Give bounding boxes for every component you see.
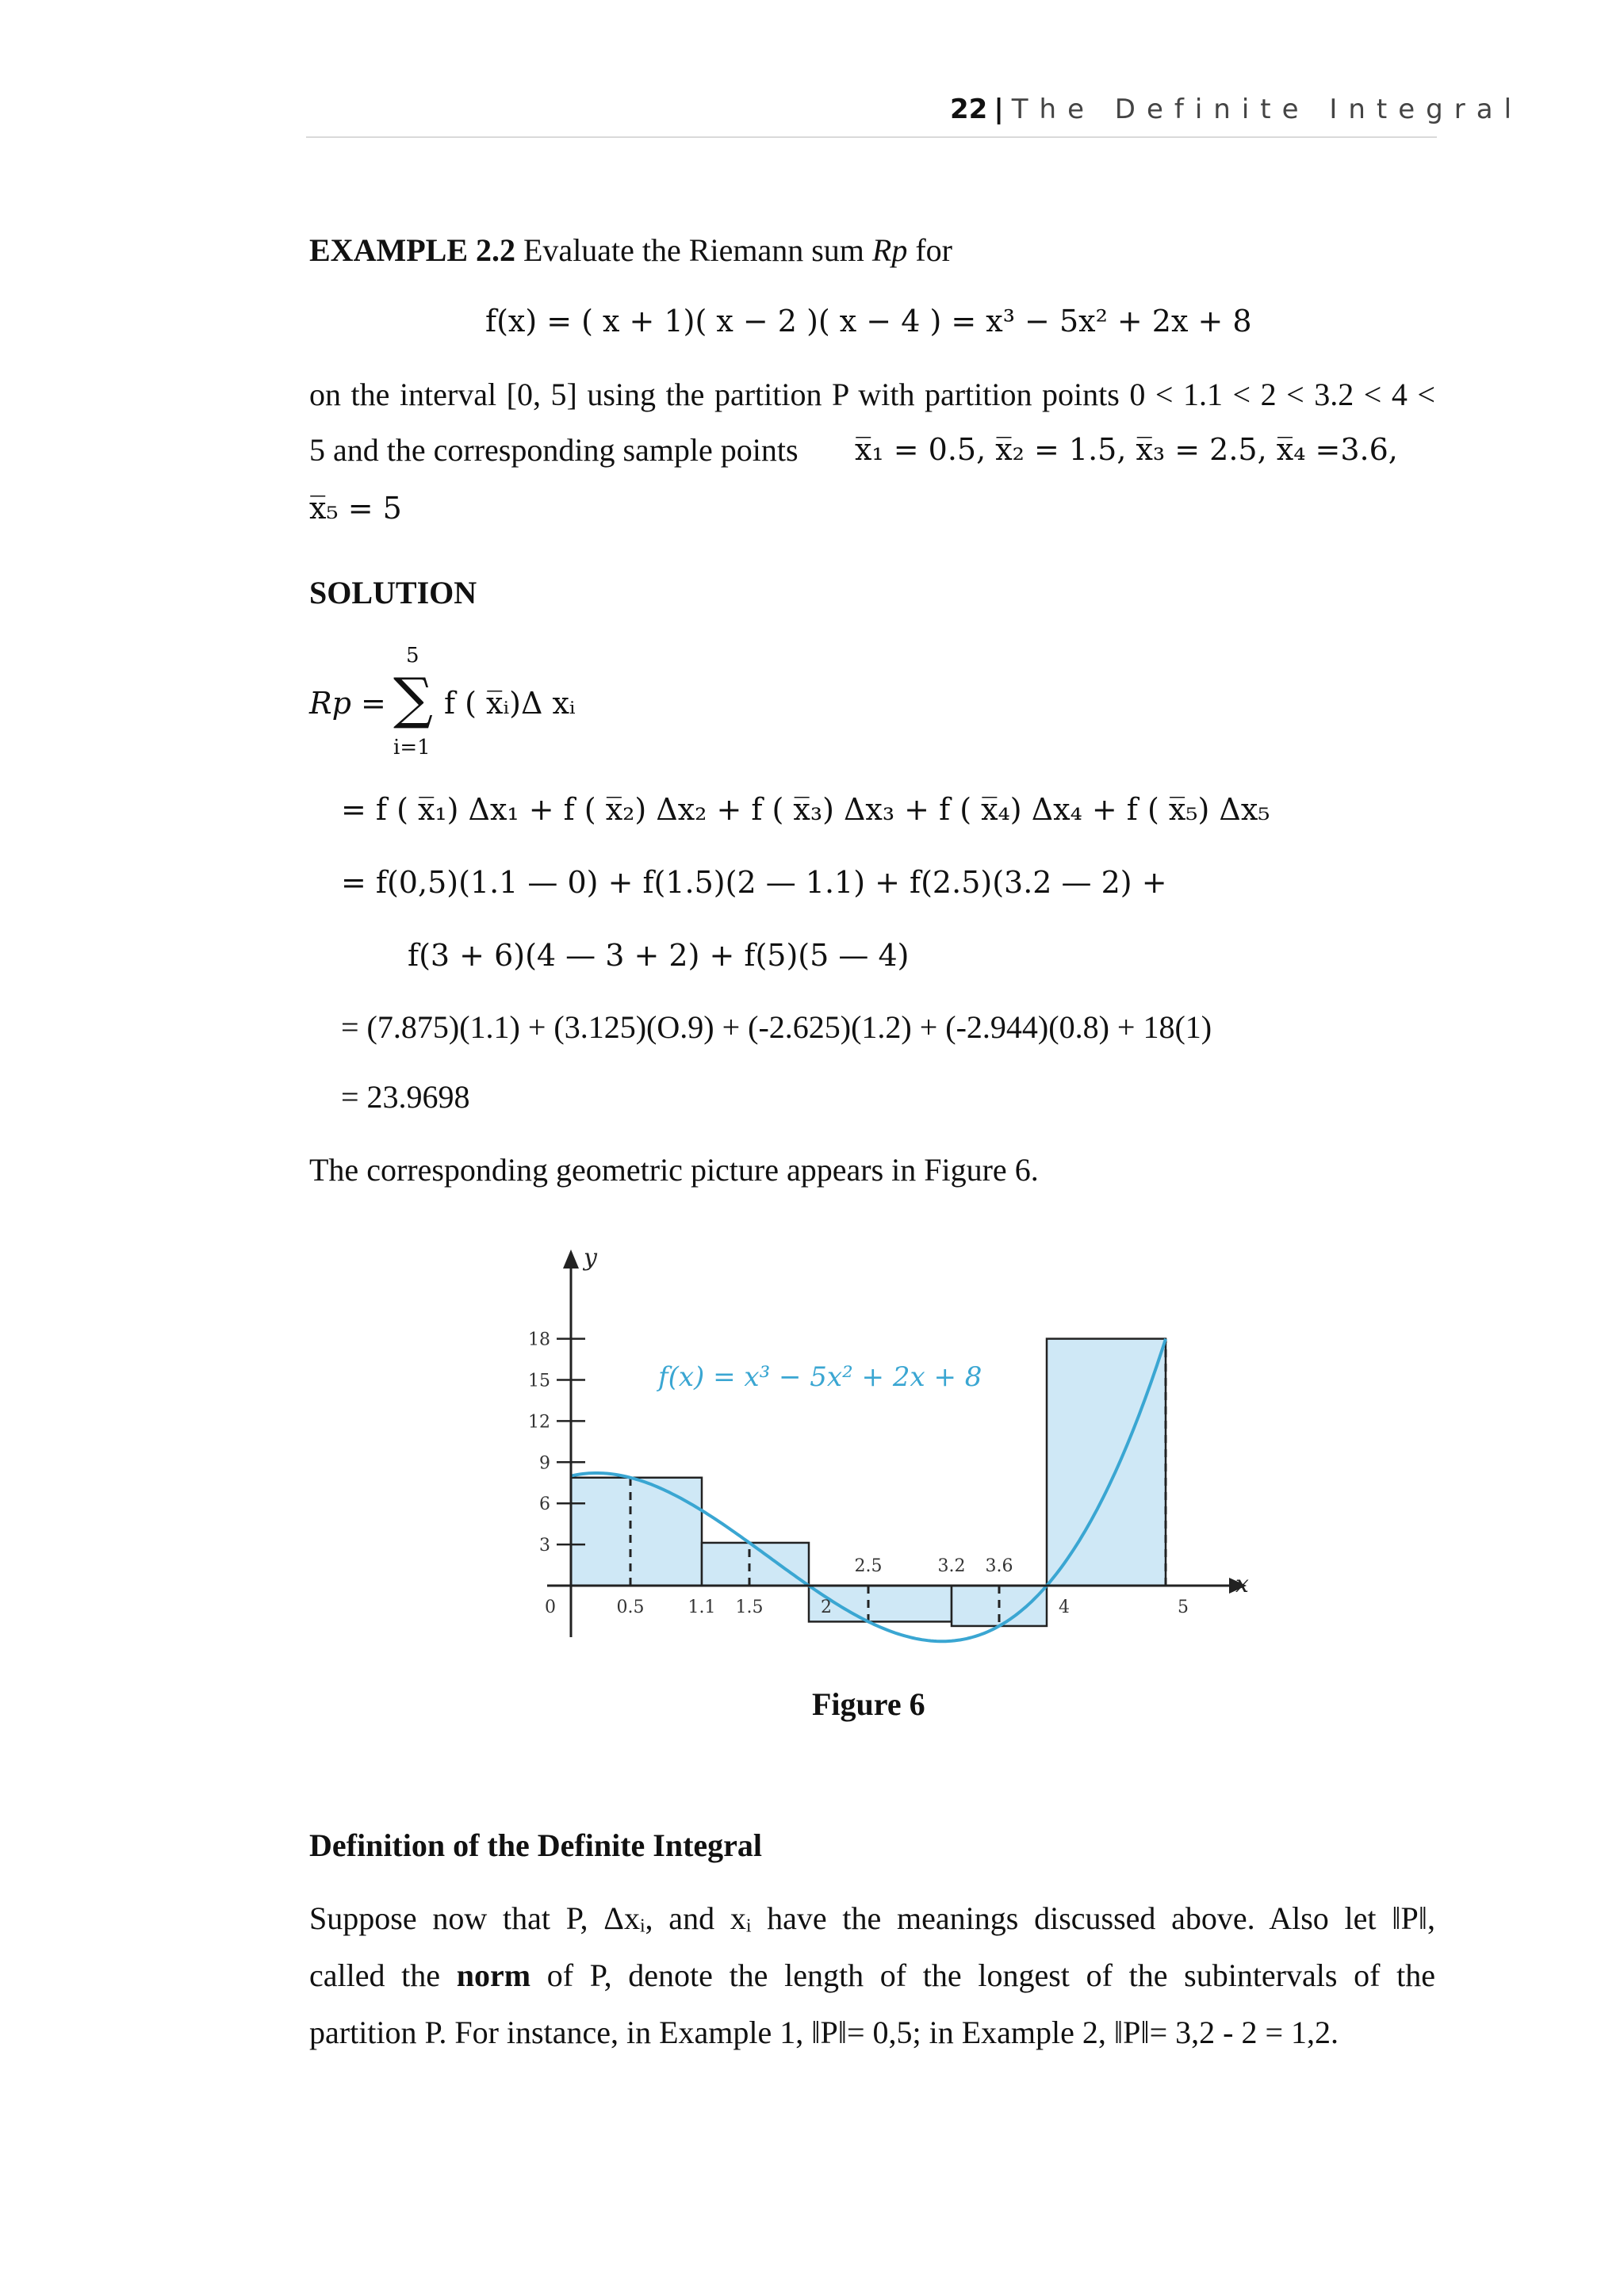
example-rp: Rp <box>871 232 908 268</box>
solution-step1: = f ( x̅₁) Δx₁ + f ( x̅₂) Δx₂ + f ( x̅₃) Δx₃ + f ( x̅₄) Δx₄ + f ( x̅₅) Δx₅ <box>341 792 1270 827</box>
running-title: The Definite Integral <box>1011 94 1523 125</box>
sum-lower-limit: i=1 <box>393 736 431 760</box>
function-label: f(x) = x³ − 5x² + 2x + 8 <box>658 1361 982 1393</box>
definition-line2 <box>309 1957 1435 1993</box>
x-tick-label: 2.5 <box>854 1556 883 1576</box>
y-tick-label: 15 <box>528 1371 550 1391</box>
x-tick-label: 5 <box>1178 1598 1189 1617</box>
y-tick-label: 9 <box>539 1453 550 1474</box>
page-number: 22 <box>950 94 988 125</box>
y-axis-label: y <box>584 1244 597 1272</box>
x-tick-label: 3.6 <box>985 1556 1013 1576</box>
example-line1: on the interval [0, 5] using the partition P with partition points 0 < 1.1 < 2 < 3.2 < 4 < <box>309 377 1435 412</box>
header-separator: | <box>994 94 1004 125</box>
sigma-symbol: ∑ <box>393 666 433 731</box>
x-tick-label: 0 <box>545 1598 556 1617</box>
sum-lhs: Rp = <box>309 686 386 721</box>
definition-line3: partition P. For instance, in Example 1, ‖P‖= 0,5; in Example 2, ‖P‖= 3,2 - 2 = 1,2. <box>309 2015 1339 2050</box>
definition-line1: Suppose now that P, Δxᵢ, and xᵢ have the meanings discussed above. Also let ‖P‖, <box>309 1900 1435 1936</box>
x-tick-label: 0.5 <box>616 1598 645 1617</box>
x-tick-label: 2 <box>821 1598 832 1617</box>
example-for: for <box>915 232 952 268</box>
figure-caption: Figure 6 <box>812 1686 925 1722</box>
solution-heading: SOLUTION <box>309 575 477 610</box>
riemann-rectangle <box>702 1543 809 1586</box>
page-header <box>950 94 1522 125</box>
x-tick-label: 1.1 <box>688 1598 716 1617</box>
y-tick-label: 6 <box>539 1494 550 1515</box>
x-tick-label: 1.5 <box>735 1598 764 1617</box>
definition-norm-term: norm <box>456 1957 531 1993</box>
solution-step5: = 23.9698 <box>341 1079 470 1115</box>
x-axis-label: x <box>1235 1571 1249 1598</box>
riemann-sum-figure <box>492 1237 1269 1649</box>
example-line3: x̅₅ = 5 <box>309 491 402 526</box>
definition-line2-b: of P, denote the length of the longest of the subintervals of the <box>546 1957 1435 1993</box>
example-function: f(x) = ( x + 1)( x − 2 )( x − 4 ) = x³ − 5x² + 2x + 8 <box>485 304 1252 339</box>
example-line2 <box>309 434 799 466</box>
y-axis-arrow <box>563 1249 579 1269</box>
y-tick-label: 3 <box>539 1536 550 1556</box>
header-rule <box>306 136 1437 138</box>
example-intro <box>309 232 952 268</box>
example-intro-text: Evaluate the Riemann sum <box>523 232 864 268</box>
y-tick-label: 12 <box>528 1412 550 1433</box>
definition-line2-a: called the <box>309 1957 441 1993</box>
x-tick-label: 3.2 <box>937 1556 966 1576</box>
definition-heading: Definition of the Definite Integral <box>309 1827 763 1863</box>
example-sample-points: x̅₁ = 0.5, x̅₂ = 1.5, x̅₃ = 2.5, x̅₄ =3.6, <box>855 432 1398 467</box>
sum-upper-limit: 5 <box>406 644 419 668</box>
y-tick-label: 18 <box>528 1330 550 1350</box>
riemann-rectangle <box>571 1478 702 1586</box>
solution-step2: = f(0,5)(1.1 — 0) + f(1.5)(2 — 1.1) + f(2.5)(3.2 — 2) + <box>341 865 1167 900</box>
example-line2-text: 5 and the corresponding sample points <box>309 432 799 468</box>
sum-body: f ( x̅ᵢ)Δ xᵢ <box>444 686 576 721</box>
solution-step4: = (7.875)(1.1) + (3.125)(O.9) + (-2.625)(1.2) + (-2.944)(0.8) + 18(1) <box>341 1009 1212 1045</box>
riemann-rectangle <box>1047 1339 1166 1586</box>
solution-closing: The corresponding geometric picture appears in Figure 6. <box>309 1152 1039 1188</box>
x-tick-label: 4 <box>1059 1598 1070 1617</box>
solution-step3: f(3 + 6)(4 — 3 + 2) + f(5)(5 — 4) <box>408 938 910 973</box>
example-label: EXAMPLE 2.2 <box>309 232 515 268</box>
